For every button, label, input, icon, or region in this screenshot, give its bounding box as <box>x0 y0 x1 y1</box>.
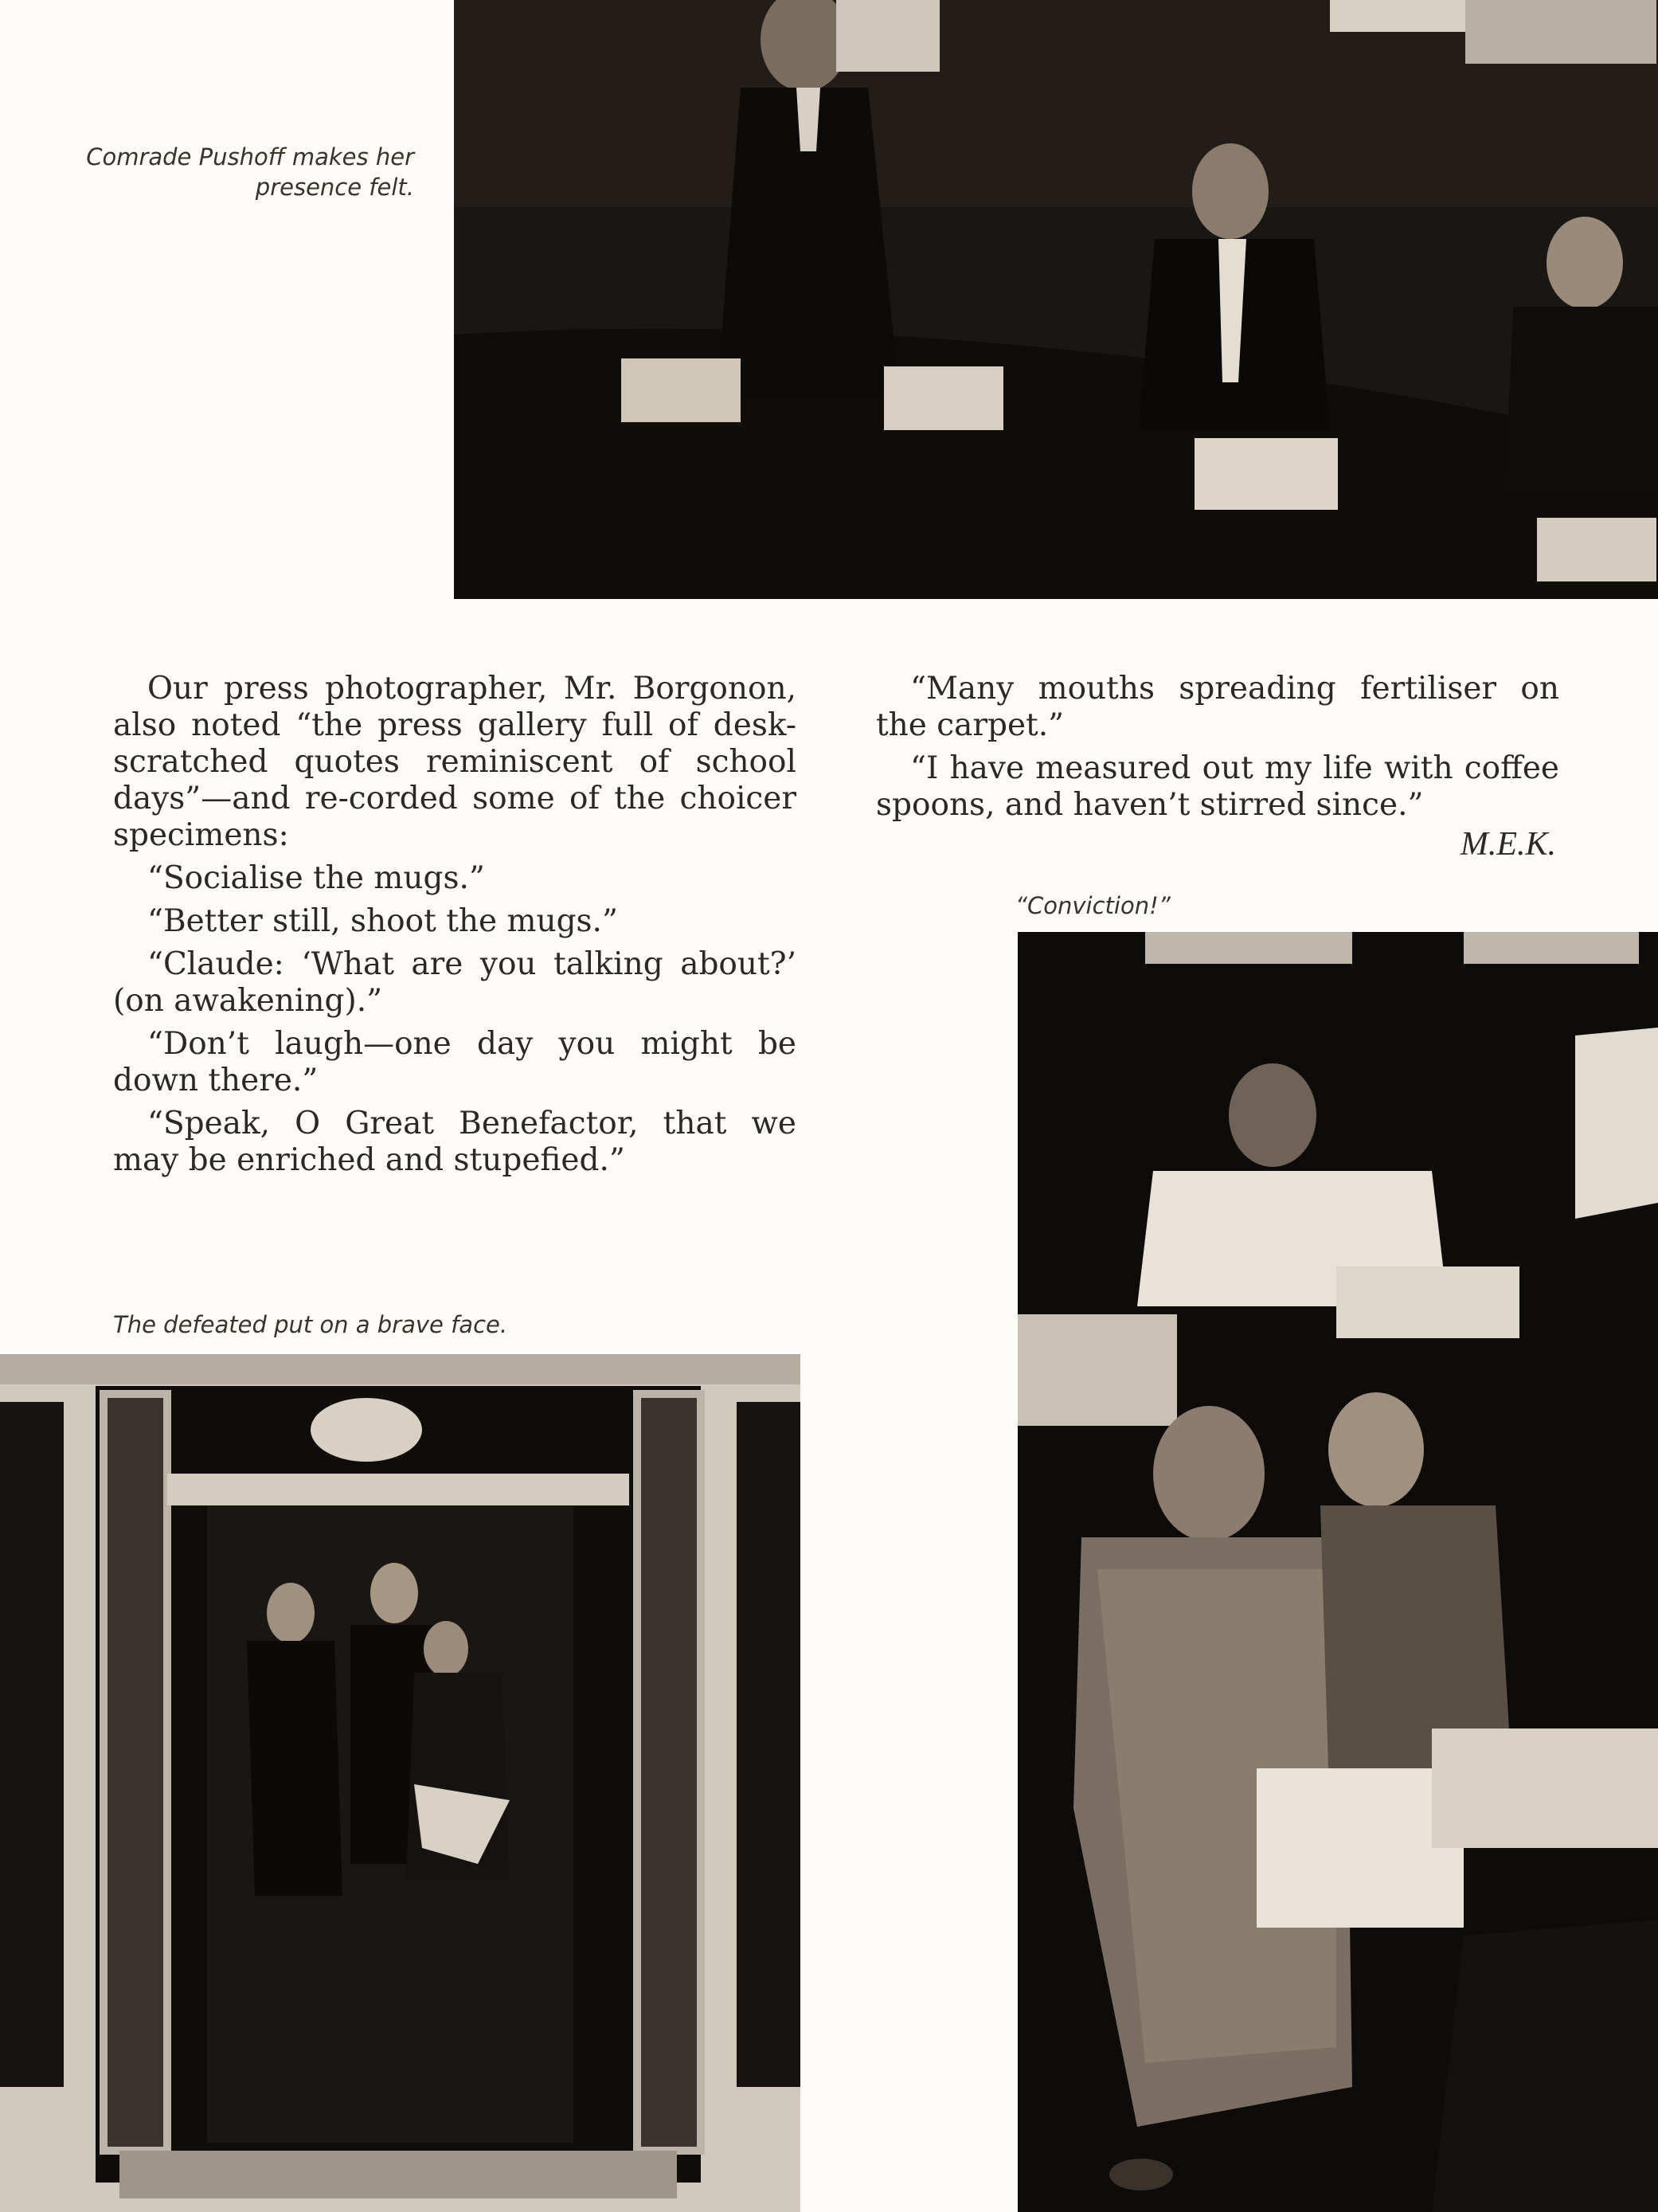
doorway-photo <box>0 1354 800 2212</box>
paragraph: “Socialise the mugs.” <box>147 860 485 896</box>
bottom-photo-caption: The defeated put on a brave face. <box>113 1311 508 1338</box>
article-right-column <box>876 671 1559 830</box>
top-photo-caption: Comrade Pushoff makes her presence felt. <box>86 143 414 201</box>
paragraph: “Don’t laugh—one day you might be down there.” <box>113 1026 796 1098</box>
paragraph: “Speak, O Great Benefactor, that we may be enriched and stupefied.” <box>113 1106 796 1178</box>
article-left-column <box>113 671 796 1185</box>
paragraph: “Better still, shoot the mugs.” <box>147 903 618 939</box>
paragraph: “Claude: ‘What are you talking about?’ (on awakening).” <box>113 946 796 1019</box>
paragraph: “I have measured out my life with coffee spoons, and haven’t stirred since.” <box>876 750 1559 823</box>
right-photo-caption: “Conviction!” <box>1015 892 1171 919</box>
author-signature: M.E.K. <box>1460 826 1556 863</box>
conviction-photo <box>1018 932 1658 2212</box>
paragraph: “Many mouths spreading fertiliser on the carpet.” <box>876 671 1559 743</box>
paragraph: Our press photographer, Mr. Borgonon, also noted “the press gallery full of desk-scratched quotes reminiscent of school days”—and re-corded some of the choicer specimens: <box>113 671 796 853</box>
chamber-students-photo <box>454 0 1658 599</box>
